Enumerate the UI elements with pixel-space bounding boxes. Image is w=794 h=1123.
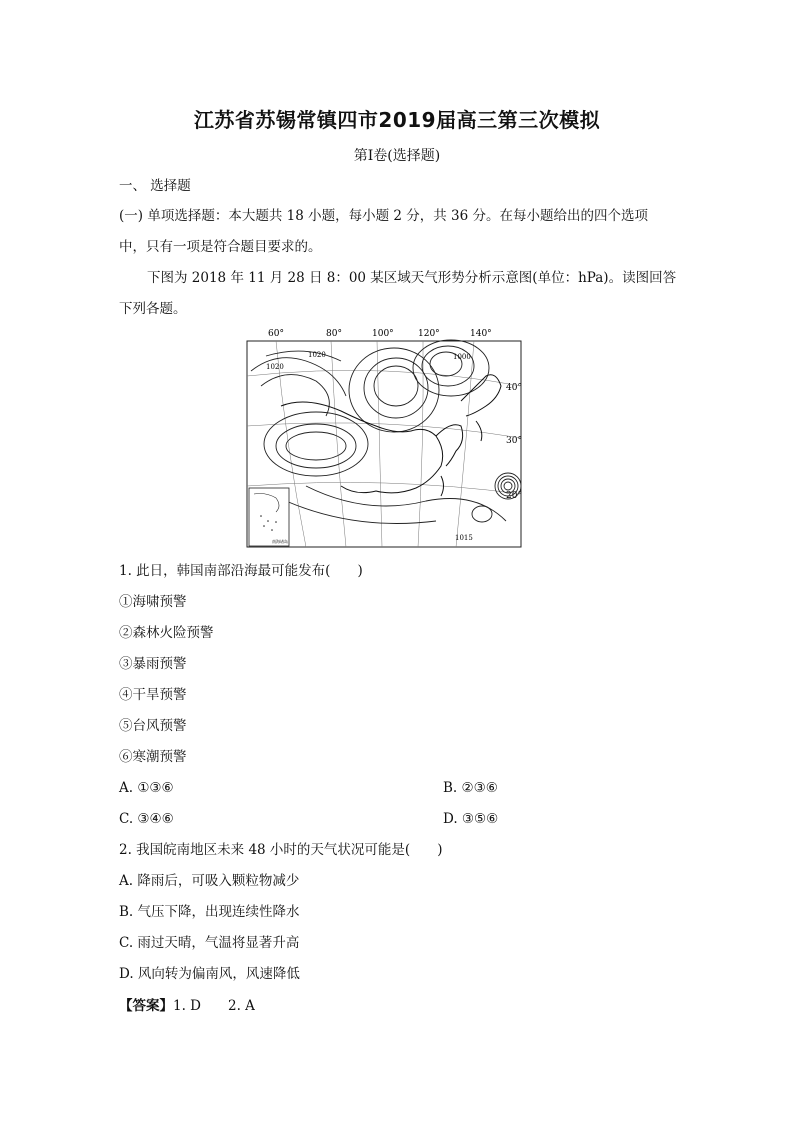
map-lon-label: 80°: [326, 329, 342, 339]
map-lat-label: 20°: [506, 491, 522, 501]
document-title: 江苏省苏锡常镇四市2019届高三第三次模拟: [193, 108, 601, 132]
q1-item: ①海啸预警: [119, 594, 187, 610]
map-lon-label: 60°: [268, 329, 284, 339]
intro-line-1: 下图为 2018 年 11 月 28 日 8：00 某区域天气形势分析示意图(单位：hPa)。读图回答: [147, 270, 677, 286]
isobar-label: 1015: [455, 534, 473, 542]
map-lon-label: 120°: [418, 329, 440, 339]
isobar-label: 1000: [453, 353, 471, 361]
q1-item: ⑥寒潮预警: [119, 749, 187, 765]
q1-item: ⑤台风预警: [119, 718, 187, 734]
map-lat-label: 40°: [506, 383, 522, 393]
isobar-label: 1020: [266, 363, 284, 371]
instruction-line-2: 中，只有一项是符合题目要求的。: [119, 239, 322, 255]
intro-line-2: 下列各题。: [119, 301, 187, 317]
q2-option-d: D. 风向转为偏南风，风速降低: [119, 966, 300, 982]
map-lat-label: 30°: [506, 436, 522, 446]
q1-item: ②森林火险预警: [119, 625, 214, 641]
answer-line: [119, 996, 255, 1016]
document-subtitle: 第Ⅰ卷(选择题): [353, 148, 441, 164]
q1-option-a: A. ①③⑥: [119, 780, 174, 796]
map-inset-label: 南海诸岛: [272, 539, 288, 544]
instruction-line-1: (一) 单项选择题：本大题共 18 小题，每小题 2 分，共 36 分。在每小题给出的四个选项: [119, 208, 649, 224]
map-lon-label: 140°: [470, 329, 492, 339]
map-lon-label: 100°: [372, 329, 394, 339]
q1-option-d: D. ③⑤⑥: [443, 811, 499, 827]
q2-option-a: A. 降雨后，可吸入颗粒物减少: [119, 873, 300, 889]
section-heading: 一、 选择题: [119, 178, 191, 194]
answer-value: 1. D 2. A: [173, 998, 255, 1014]
q2-stem: 2. 我国皖南地区未来 48 小时的天气状况可能是( ): [119, 842, 443, 858]
q1-option-b: B. ②③⑥: [443, 780, 498, 796]
isobar-label: 1020: [308, 351, 326, 359]
q1-item: ③暴雨预警: [119, 656, 187, 672]
weather-map: [246, 326, 526, 550]
q1-item: ④干旱预警: [119, 687, 187, 703]
answer-label: 【答案】: [119, 998, 173, 1014]
q2-option-c: C. 雨过天晴，气温将显著升高: [119, 935, 300, 951]
q1-stem: 1. 此日，韩国南部沿海最可能发布( ): [119, 563, 363, 579]
q1-option-c: C. ③④⑥: [119, 811, 174, 827]
q2-option-b: B. 气压下降，出现连续性降水: [119, 904, 300, 920]
